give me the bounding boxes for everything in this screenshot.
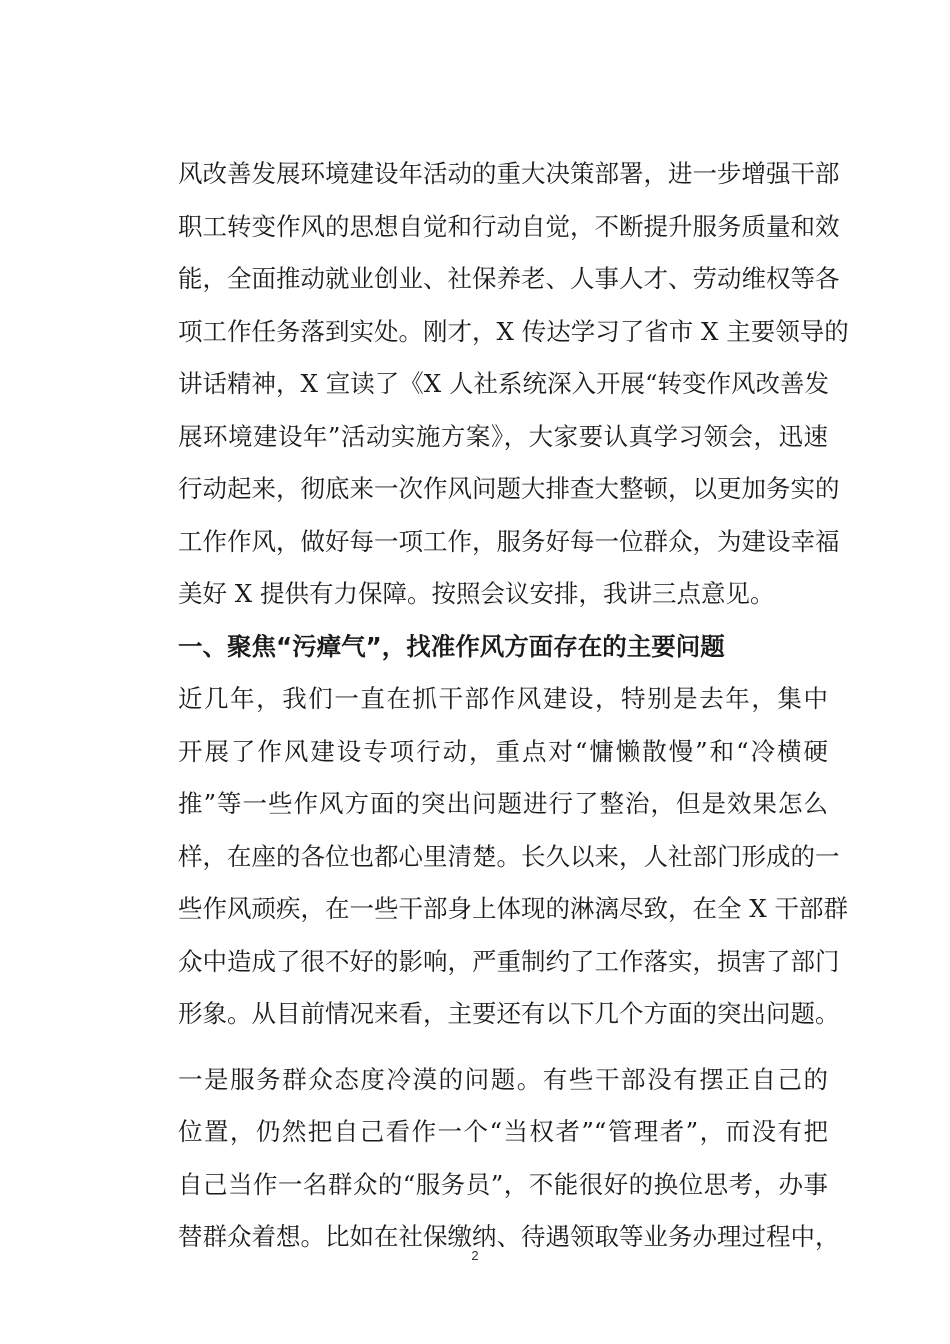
section-heading: 一、聚焦“污瘴气”，找准作风方面存在的主要问题 [178, 631, 725, 661]
text-line: 展环境建设年”活动实施方案》，大家要认真学习领会，迅速 [178, 421, 828, 451]
text-line: 职工转变作风的思想自觉和行动自觉，不断提升服务质量和效 [178, 211, 840, 241]
paragraph-spacer [178, 1041, 828, 1054]
text-line: 众中造成了很不好的影响，严重制约了工作落实，损害了部门 [178, 946, 840, 976]
page-number: 2 [471, 1248, 479, 1263]
text-line: 工作作风，做好每一项工作，服务好每一位群众，为建设幸福 [178, 526, 840, 556]
text-line: 位置，仍然把自己看作一个“当权者”“管理者”，而没有把 [178, 1117, 828, 1146]
text-line: 行动起来，彻底来一次作风问题大排查大整顿，以更加务实的 [178, 474, 840, 503]
paragraph-intro [178, 148, 849, 621]
text-line: 能，全面推动就业创业、社保养老、人事人才、劳动维权等各 [178, 264, 840, 293]
text-line: 开展了作风建设专项行动，重点对“慵懒散慢”和“冷横硬 [178, 736, 828, 766]
document-body [178, 148, 849, 1264]
text-line: 形象。从目前情况来看，主要还有以下几个方面的突出问题。 [178, 999, 840, 1028]
text-line: 项工作任务落到实处。刚才，X 传达学习了省市 X 主要领导的 [178, 316, 849, 346]
text-line: 近几年，我们一直在抓干部作风建设，特别是去年，集中 [178, 684, 828, 713]
text-line: 一是服务群众态度冷漠的问题。有些干部没有摆正自己的 [178, 1064, 828, 1094]
text-line: 风改善发展环境建设年活动的重大决策部署，进一步增强干部 [178, 159, 840, 188]
text-line: 些作风顽疾，在一些干部身上体现的淋漓尽致，在全 X 干部群 [178, 894, 849, 923]
paragraph-3 [178, 1054, 840, 1264]
text-line: 讲话精神，X 宣读了《X 人社系统深入开展“转变作风改善发 [178, 369, 829, 398]
text-line: 自己当作一名群众的“服务员”，不能很好的换位思考，办事 [178, 1169, 828, 1199]
text-line: 样，在座的各位也都心里清楚。长久以来，人社部门形成的一 [178, 841, 840, 871]
text-line: 美好 X 提供有力保障。按照会议安排，我讲三点意见。 [178, 579, 775, 608]
text-line: 推”等一些作风方面的突出问题进行了整治，但是效果怎么 [178, 789, 828, 818]
paragraph-2 [178, 673, 849, 1041]
text-line: 替群众着想。比如在社保缴纳、待遇领取等业务办理过程中， [178, 1222, 840, 1251]
